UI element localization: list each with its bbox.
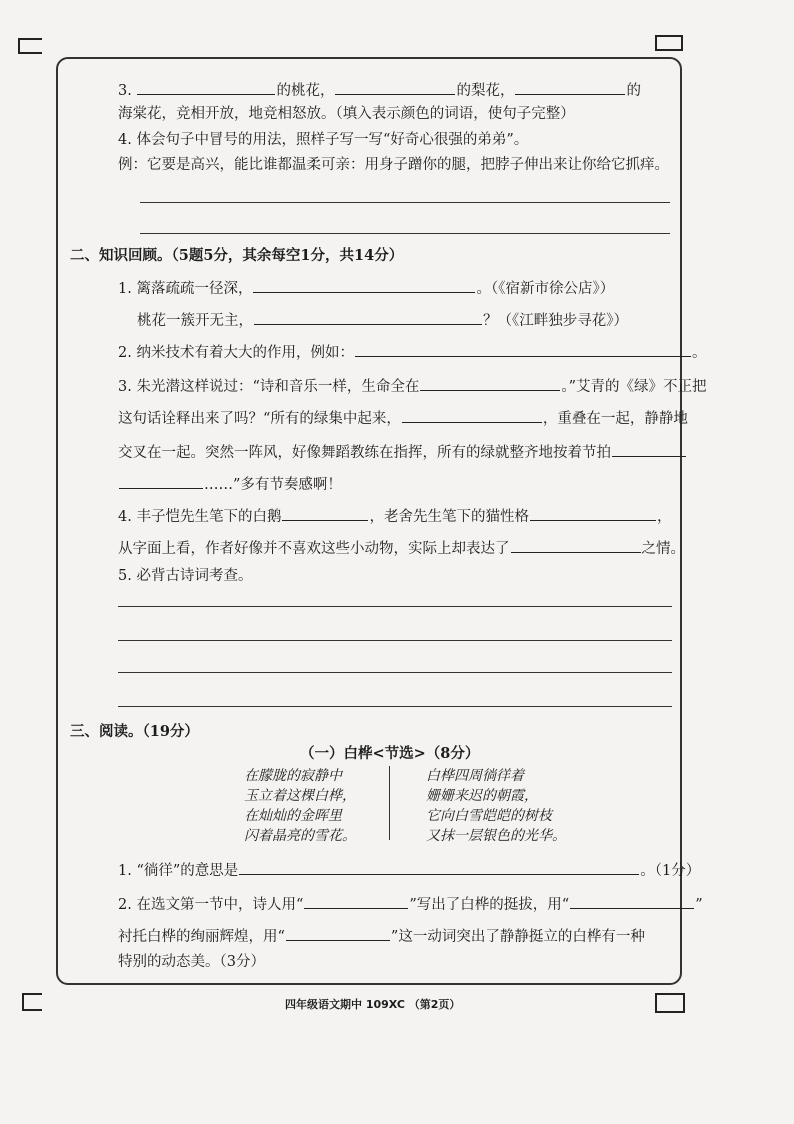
answer-line: [140, 202, 670, 203]
part2-q2: 2. 纳米技术有着大大的作用，例如： 。: [118, 342, 706, 363]
answer-line: [118, 640, 672, 641]
poem-left-line: 闪着晶亮的雪花。: [244, 828, 356, 844]
poem-left-line: 在灿灿的金晖里: [244, 808, 342, 824]
answer-line: [118, 672, 672, 673]
poem-right-line: 白桦四周徜徉着: [426, 768, 524, 784]
part2-q3-l1: 3. 朱光潜这样说过：“诗和音乐一样，生命全在 。”艾青的《绿》不正把: [118, 376, 707, 397]
corner-mark-bottom-right: [655, 993, 685, 1013]
answer-line: [140, 233, 670, 234]
section-heading-2: 二、知识回顾。（5题5分，其余每空1分，共14分）: [70, 247, 404, 264]
part1-q4-title: 4. 体会句子中冒号的用法，照样子写一写“好奇心很强的弟弟”。: [118, 132, 529, 148]
poem-left-line: 玉立着这棵白桦，: [244, 788, 356, 804]
part2-q3-l4: ……”多有节奏感啊！: [118, 474, 342, 495]
poem-right-line: 它向白雪皑皑的树枝: [426, 808, 552, 824]
part2-q4-l1: 4. 丰子恺先生笔下的白鹅 ，老舍先生笔下的猫性格 ，: [118, 506, 671, 527]
reading-subheading: （一）白桦<节选>（8分）: [300, 745, 480, 762]
part3-q2-l1: 2. 在选文第一节中，诗人用“ ”写出了白桦的挺拔，用“ ”: [118, 894, 703, 915]
part1-q3-line2: 海棠花，竞相开放，地竞相怒放。（填入表示颜色的词语，使句子完整）: [118, 106, 575, 122]
corner-mark-bottom-left: [22, 993, 42, 1011]
poem-left-line: 在朦胧的寂静中: [244, 768, 342, 784]
part2-q3-l3: 交叉在一起。突然一阵风，好像舞蹈教练在指挥，所有的绿就整齐地按着节拍: [118, 442, 687, 463]
part2-q1a: 1. 篱落疏疏一径深， 。（《宿新市徐公店》）: [118, 278, 614, 299]
poem-right-line: 姗姗来迟的朝霞，: [426, 788, 538, 804]
part2-q4-l2: 从字面上看，作者好像并不喜欢这些小动物，实际上却表达了 之情。: [118, 538, 685, 559]
answer-line: [118, 606, 672, 607]
part2-q5: 5. 必背古诗词考查。: [118, 568, 253, 584]
corner-mark-top-right: [655, 35, 683, 51]
answer-line: [118, 706, 672, 707]
part2-q3-l2: 这句话诠释出来了吗？“所有的绿集中起来， ，重叠在一起，静静地: [118, 408, 688, 429]
part1-q4-example: 例：它要是高兴，能比谁都温柔可亲：用身子蹭你的腿，把脖子伸出来让你给它抓痒。: [118, 157, 669, 173]
part2-q1b: 桃花一簇开无主， ？（《江畔独步寻花》）: [137, 310, 628, 331]
part1-q3-line1: 3. 的桃花， 的梨花， 的: [118, 80, 641, 101]
part3-q2-l2: 衬托白桦的绚丽辉煌，用“ ”这一动词突出了静静挺立的白桦有一种: [118, 926, 645, 947]
part3-q2-l3: 特别的动态美。（3分）: [118, 954, 265, 970]
part3-q1: 1. “徜徉”的意思是 。（1分）: [118, 860, 700, 881]
section-heading-3: 三、阅读。（19分）: [70, 723, 199, 740]
page-footer: 四年级语文期中 109XC （第2页）: [285, 998, 461, 1011]
corner-mark-top-left: [18, 38, 42, 54]
poem-right-line: 又抹一层银色的光华。: [426, 828, 566, 844]
poem-divider: [389, 766, 390, 840]
